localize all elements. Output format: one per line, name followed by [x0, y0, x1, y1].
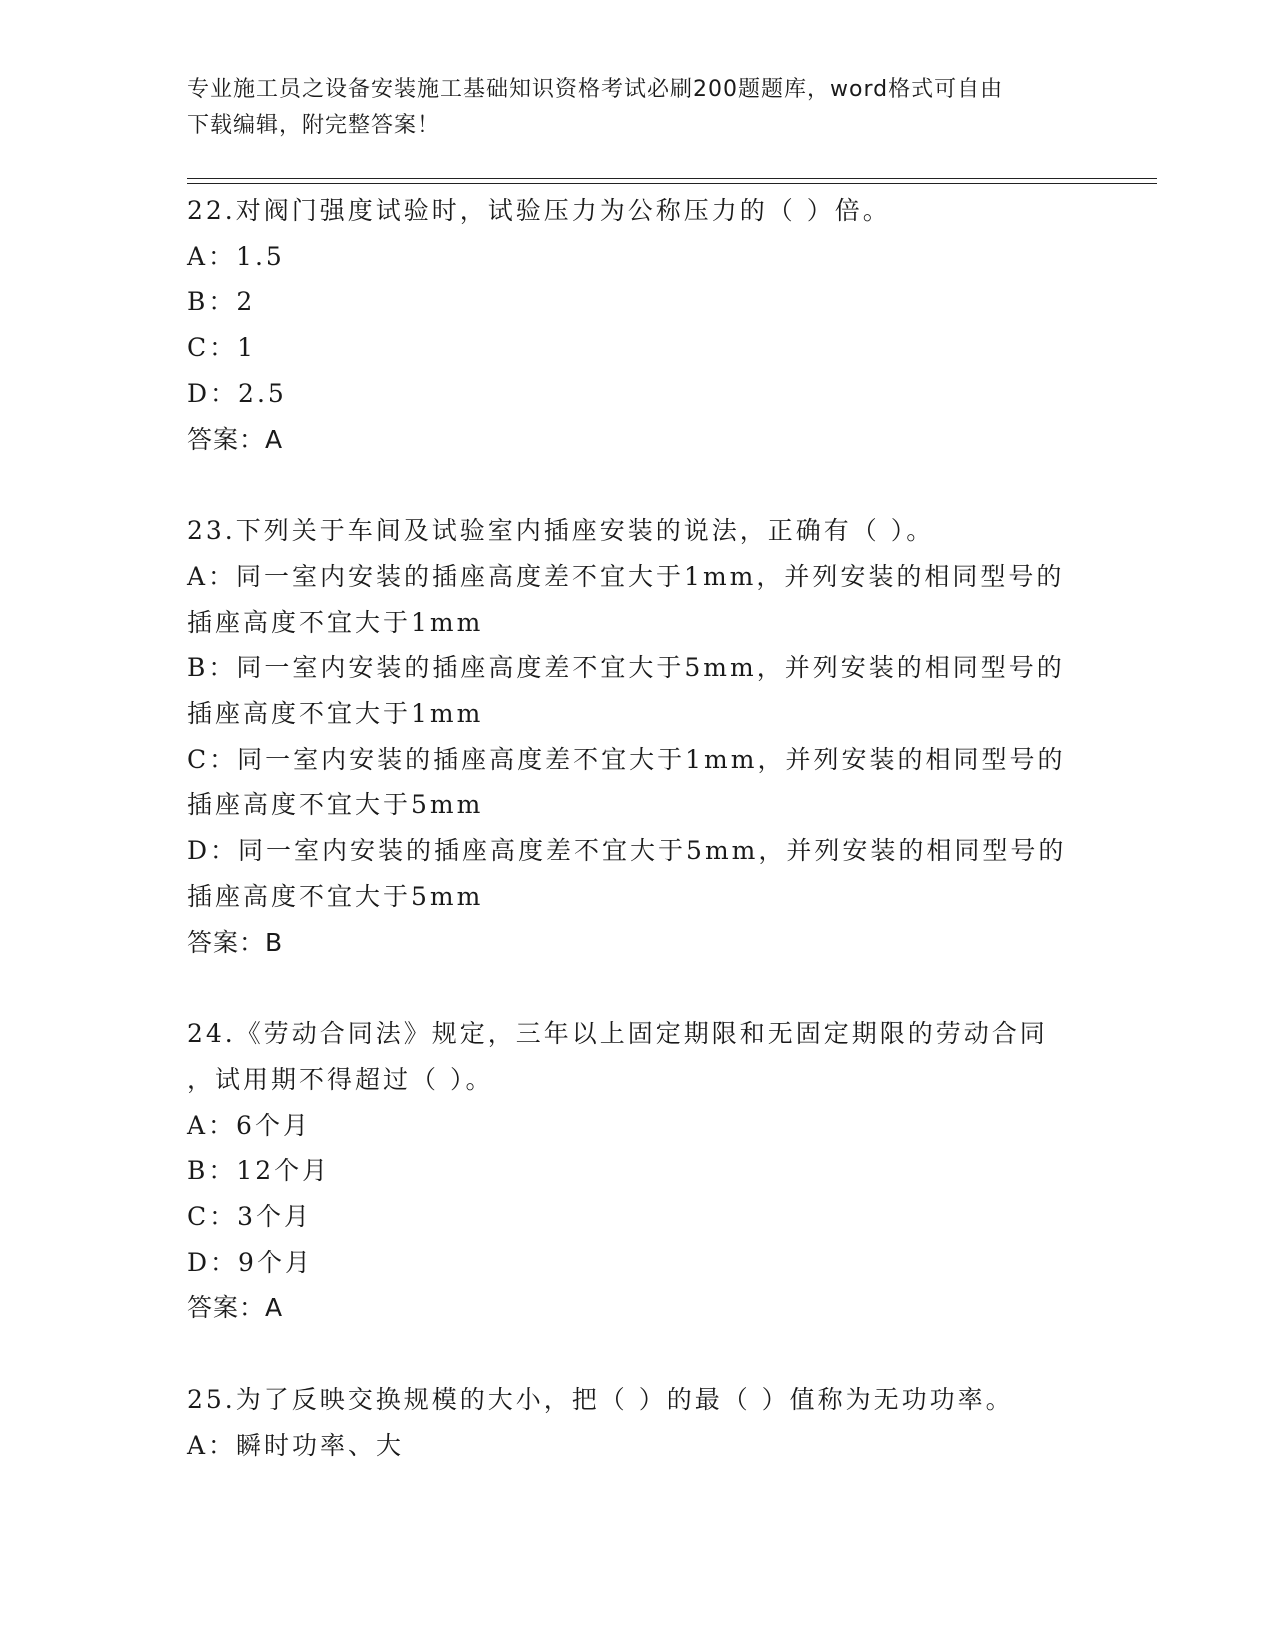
question-stem: 22.对阀门强度试验时，试验压力为公称压力的（ ）倍。 [187, 196, 891, 225]
header-line-1: 专业施工员之设备安装施工基础知识资格考试必刷200题题库，word格式可自由 [187, 77, 1004, 102]
question-25 [187, 1377, 1087, 1468]
option-c: C：1 [187, 333, 257, 363]
question-24 [187, 1011, 1087, 1331]
option-b-continued: 插座高度不宜大于1mm [187, 699, 484, 729]
answer-line: 答案：B [187, 927, 284, 957]
option-a: A：6个月 [187, 1110, 311, 1140]
option-b: B：12个月 [187, 1156, 331, 1186]
question-stem-continued: ，试用期不得超过（ ）。 [187, 1064, 494, 1094]
option-b: B：2 [187, 287, 256, 317]
question-stem: 25.为了反映交换规模的大小，把（ ）的最（ ）值称为无功功率。 [187, 1385, 1014, 1415]
option-a: A：瞬时功率、大 [187, 1430, 405, 1460]
question-stem: 23.下列关于车间及试验室内插座安装的说法，正确有（ ）。 [187, 516, 935, 546]
option-c: C：同一室内安装的插座高度差不宜大于1mm，并列安装的相同型号的 [187, 744, 1066, 774]
option-d: D：9个月 [187, 1247, 313, 1277]
option-a: A：同一室内安装的插座高度差不宜大于1mm，并列安装的相同型号的 [187, 561, 1065, 591]
option-d-continued: 插座高度不宜大于5mm [187, 881, 484, 911]
header-divider-bottom [187, 183, 1157, 184]
document-header [187, 72, 1067, 144]
question-stem: 24.《劳动合同法》规定，三年以上固定期限和无固定期限的劳动合同 [187, 1019, 1048, 1049]
answer-line: 答案：A [187, 1293, 284, 1323]
option-a-continued: 插座高度不宜大于1mm [187, 607, 484, 637]
question-22 [187, 188, 1087, 462]
question-23 [187, 508, 1087, 965]
option-d: D：同一室内安装的插座高度差不宜大于5mm，并列安装的相同型号的 [187, 836, 1067, 866]
header-divider-top [187, 178, 1157, 179]
option-a: A：1.5 [187, 241, 285, 271]
question-list [187, 188, 1087, 1515]
option-c-continued: 插座高度不宜大于5mm [187, 790, 484, 820]
header-line-2: 下载编辑，附完整答案！ [187, 113, 441, 138]
answer-line: 答案：A [187, 424, 284, 454]
option-c: C：3个月 [187, 1202, 313, 1232]
option-b: B：同一室内安装的插座高度差不宜大于5mm，并列安装的相同型号的 [187, 653, 1065, 683]
option-d: D：2.5 [187, 378, 287, 408]
